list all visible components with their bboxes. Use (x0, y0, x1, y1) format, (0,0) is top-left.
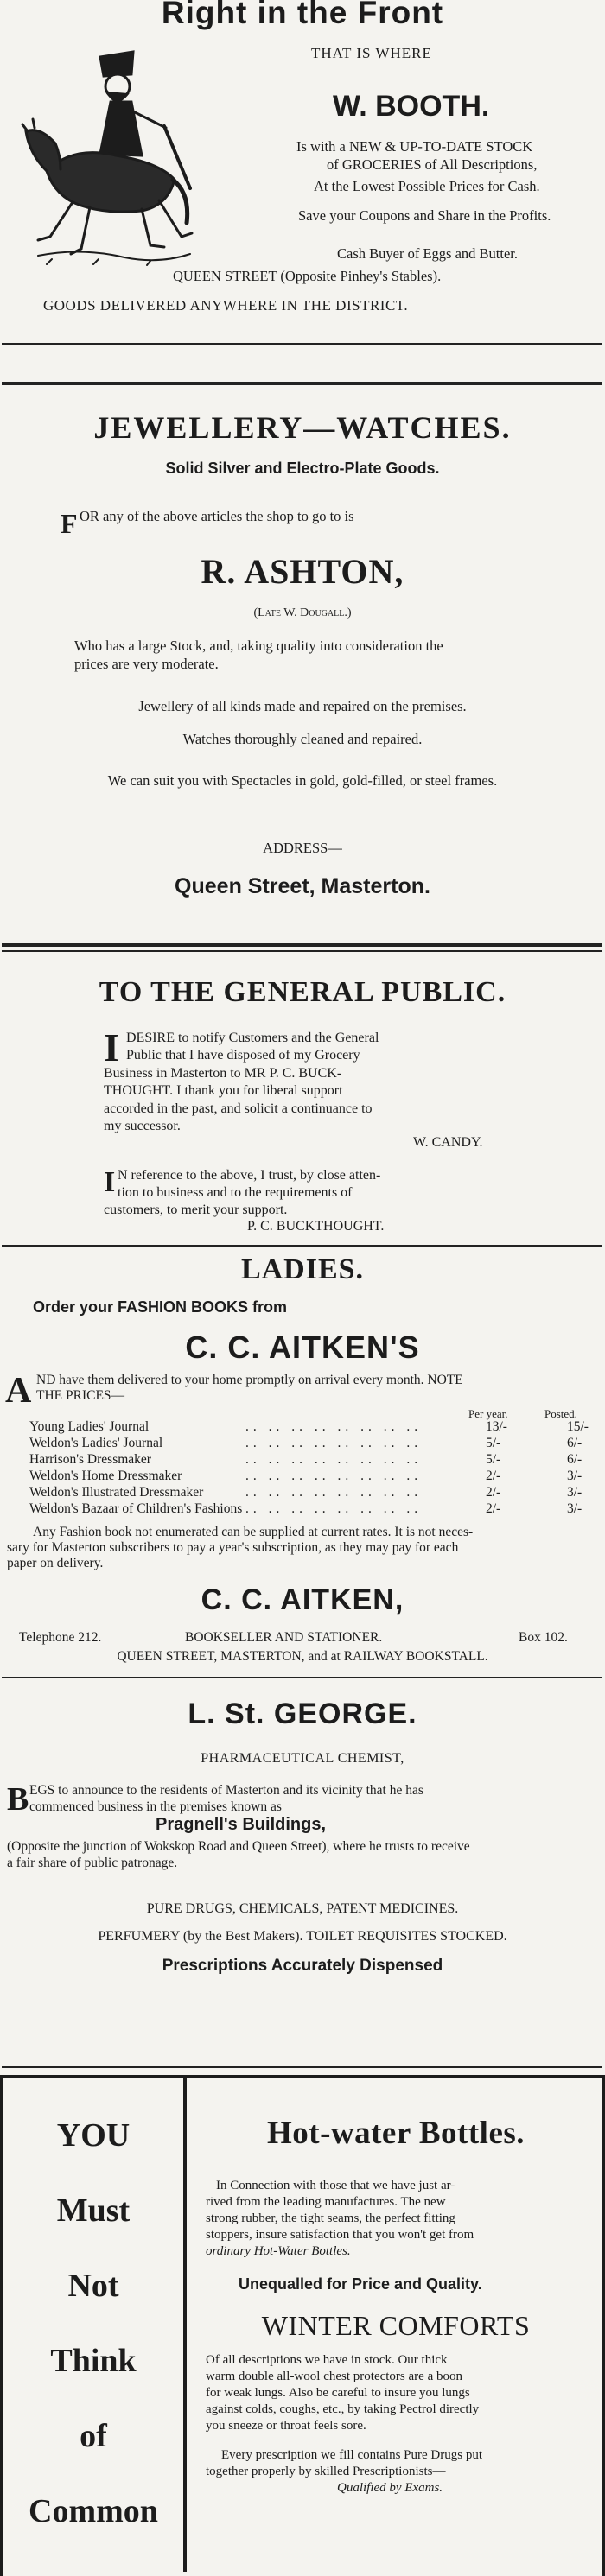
public-sign-1: W. CANDY. (413, 1135, 483, 1150)
bottles-para-2: rived from the leading manufactures. The new (206, 2195, 446, 2209)
bottles-para-1: In Connection with those that we have just ar- (216, 2179, 455, 2192)
big-word: Not (67, 2268, 119, 2304)
bottles-para-5: ordinary Hot-Water Bottles. (206, 2244, 351, 2258)
george-text-1: EGS to announce to the residents of Masterton and its vicinity that he has (29, 1783, 424, 1798)
dot-leader: .. .. .. .. .. .. .. .. (245, 1469, 423, 1483)
divider (2, 343, 602, 345)
bottles-winter-1: Of all descriptions we have in stock. Our thick (206, 2353, 448, 2367)
aitken-intro-2: THE PRICES— (36, 1388, 125, 1403)
price-posted: 3/- (567, 1501, 583, 1516)
bottles-winter-4: against colds, coughs, etc., by taking Pectrol directly (206, 2402, 480, 2416)
aitken-ad (0, 1247, 605, 1730)
price-year: 2/- (486, 1501, 501, 1516)
bottles-winter: WINTER COMFORTS (261, 2310, 531, 2341)
price-posted: 6/- (567, 1452, 583, 1467)
price-year: 5/- (486, 1452, 501, 1467)
booth-name: W. BOOTH. (333, 90, 490, 123)
public-notice-1-line-4: THOUGHT. I thank you for liberal support (104, 1083, 343, 1098)
booth-address: QUEEN STREET (Opposite Pinhey's Stables). (173, 268, 442, 284)
public-notice-1-line-5: accorded in the past, and solicit a continuance to (104, 1101, 373, 1116)
dot-leader: .. .. .. .. .. .. .. .. (245, 1436, 423, 1450)
aitken-trade: BOOKSELLER AND STATIONER. (185, 1630, 383, 1645)
price-row (29, 1501, 600, 1518)
price-year: 2/- (486, 1485, 501, 1500)
bottles-para-4: stoppers, insure satisfaction that you won't get from (206, 2228, 474, 2242)
booth-coupons: Save your Coupons and Share in the Profits. (298, 207, 551, 224)
price-year: 2/- (486, 1469, 501, 1483)
ashton-late: (Late W. Dougall.) (253, 606, 352, 619)
booth-delivered: GOODS DELIVERED ANYWHERE IN THE DISTRICT. (43, 297, 409, 314)
aitken-address: QUEEN STREET, MASTERTON, and at RAILWAY BOOKSTALL. (117, 1649, 488, 1664)
dot-leader: .. .. .. .. .. .. .. .. (245, 1419, 423, 1434)
george-drugs: PURE DRUGS, CHEMICALS, PATENT MEDICINES. (146, 1901, 459, 1916)
public-sign-2: P. C. BUCKTHOUGHT. (247, 1219, 385, 1234)
bottles-title: Hot-water Bottles. (266, 2116, 525, 2151)
bottles-winter-3: for weak lungs. Also be careful to insure you lungs (206, 2386, 470, 2400)
george-building: Pragnell's Buildings, (156, 1815, 327, 1834)
big-word: Must (56, 2192, 131, 2229)
public-notice-2-line-1: N reference to the above, I trust, by close atten- (118, 1168, 381, 1183)
george-dropcap: B (7, 1781, 29, 1818)
price-title: Weldon's Home Dressmaker (29, 1469, 182, 1483)
public-dropcap-2: I (104, 1166, 116, 1198)
aitken-name-2: C. C. AITKEN, (201, 1583, 404, 1616)
booth-eggs: Cash Buyer of Eggs and Butter. (337, 245, 518, 262)
price-posted: 3/- (567, 1485, 583, 1500)
george-name: L. St. GEORGE. (188, 1697, 417, 1730)
aitken-note-1: Any Fashion book not enumerated can be supplied at current rates. It is not neces- (33, 1525, 474, 1539)
booth-desc-2: of GROCERIES of All Descriptions, (327, 156, 538, 173)
public-notice-1-line-2: Public that I have disposed of my Grocery (126, 1048, 360, 1063)
bottles-para-3: strong rubber, the tight seams, the perfect fitting (206, 2211, 455, 2225)
public-notice-ad (0, 952, 605, 1234)
george-text-4: a fair share of public patronage. (7, 1856, 178, 1870)
public-notice-2-line-3: customers, to merit your support. (104, 1202, 288, 1217)
ashton-ad (0, 385, 605, 947)
price-title: Weldon's Ladies' Journal (29, 1436, 163, 1450)
public-notice-1-line-3: Business in Masterton to MR P. C. BUCK- (104, 1066, 342, 1081)
price-title: Young Ladies' Journal (29, 1419, 150, 1434)
price-row (29, 1485, 600, 1501)
aitken-dropcap: A (5, 1371, 32, 1411)
price-title: Harrison's Dressmaker (29, 1452, 151, 1467)
aitken-name: C. C. AITKEN'S (185, 1329, 420, 1365)
george-perfumery: PERFUMERY (by the Best Makers). TOILET REQUISITES STOCKED. (98, 1929, 507, 1944)
ashton-spectacles: We can suit you with Spectacles in gold, gold-filled, or steel frames. (107, 772, 498, 789)
public-notice-1-line-6: my successor. (104, 1119, 181, 1133)
divider (2, 2066, 602, 2068)
price-year: 13/- (486, 1419, 507, 1434)
bottles-ad (0, 2075, 605, 2572)
price-title: Weldon's Illustrated Dressmaker (29, 1485, 204, 1500)
aitken-title: LADIES. (240, 1253, 365, 1285)
ashton-address: Queen Street, Masterton. (175, 874, 430, 898)
booth-desc-1: Is with a NEW & UP-TO-DATE STOCK (296, 138, 533, 155)
booth-title: Right in the Front (161, 0, 444, 30)
ashton-watches: Watches thoroughly cleaned and repaired. (182, 731, 423, 747)
public-notice-1-line-1: DESIRE to notify Customers and the General (126, 1031, 379, 1045)
price-row (29, 1469, 600, 1485)
bottles-rx-2: together properly by skilled Prescriptionists— (206, 2465, 446, 2478)
ashton-jewellery: Jewellery of all kinds made and repaired on the premises. (138, 698, 467, 714)
divider (2, 943, 602, 947)
dot-leader: .. .. .. .. .. .. .. .. (245, 1452, 423, 1467)
public-notice-2-line-2: tion to business and to the requirements of (118, 1185, 353, 1200)
booth-that-is: THAT IS WHERE (311, 45, 432, 61)
george-prescriptions: Prescriptions Accurately Dispensed (162, 1957, 443, 1975)
public-dropcap-1: I (104, 1025, 119, 1069)
ashton-title: JEWELLERY—WATCHES. (93, 410, 512, 445)
price-row (29, 1452, 600, 1469)
ashton-stock-1: Who has a large Stock, and, taking quality into consideration the (74, 638, 443, 654)
ashton-stock-2: prices are very moderate. (74, 656, 219, 672)
aitken-col-posted: Posted. (544, 1407, 577, 1420)
price-year: 5/- (486, 1436, 501, 1450)
aitken-col-year: Per year. (468, 1407, 508, 1420)
price-row (29, 1436, 600, 1452)
big-word: of (80, 2418, 107, 2454)
ashton-name: R. ASHTON, (201, 552, 404, 591)
bottles-unequalled: Unequalled for Price and Quality. (239, 2275, 482, 2293)
george-trade: PHARMACEUTICAL CHEMIST, (201, 1751, 404, 1766)
ashton-subtitle: Solid Silver and Electro-Plate Goods. (165, 460, 440, 477)
george-text-3: (Opposite the junction of Wokskop Road and Queen Street), where he trusts to receive (7, 1839, 470, 1854)
aitken-box: Box 102. (519, 1630, 568, 1645)
price-title: Weldon's Bazaar of Children's Fashions (29, 1501, 243, 1516)
george-ad (0, 1678, 605, 2041)
booth-desc-3: At the Lowest Possible Prices for Cash. (314, 178, 540, 194)
big-word: Common (29, 2493, 158, 2529)
big-word: YOU (56, 2117, 131, 2154)
big-word: Think (50, 2343, 137, 2379)
cossack-rider-illustration (21, 41, 194, 266)
george-text-2: commenced business in the premises known as (29, 1799, 282, 1814)
aitken-telephone: Telephone 212. (19, 1630, 102, 1645)
ashton-address-label: ADDRESS— (263, 840, 342, 856)
price-posted: 15/- (567, 1419, 589, 1434)
aitken-order: Order your FASHION BOOKS from (33, 1298, 288, 1316)
bottles-rx-1: Every prescription we fill contains Pure Drugs put (221, 2448, 483, 2462)
price-posted: 3/- (567, 1469, 583, 1483)
aitken-note-3: paper on delivery. (7, 1556, 104, 1570)
dot-leader: .. .. .. .. .. .. .. .. (245, 1485, 423, 1500)
booth-ad (0, 0, 605, 337)
bottles-winter-5: you sneeze or throat feels sore. (206, 2419, 366, 2433)
public-title: TO THE GENERAL PUBLIC. (99, 976, 506, 1008)
bottles-rx-3: Qualified by Exams. (337, 2481, 443, 2495)
aitken-intro-1: ND have them delivered to your home promptly on arrival every month. NOTE (36, 1373, 463, 1387)
bottles-winter-2: warm double all-wool chest protectors are a boon (206, 2370, 462, 2383)
price-row (29, 1419, 600, 1436)
ashton-intro: OR any of the above articles the shop to go to is (80, 508, 354, 524)
aitken-note-2: sary for Masterton subscribers to pay a year's subscription, as they may pay for each (7, 1540, 459, 1555)
ashton-dropcap: F (60, 508, 78, 539)
dot-leader: .. .. .. .. .. .. .. .. (245, 1501, 423, 1516)
price-posted: 6/- (567, 1436, 583, 1450)
